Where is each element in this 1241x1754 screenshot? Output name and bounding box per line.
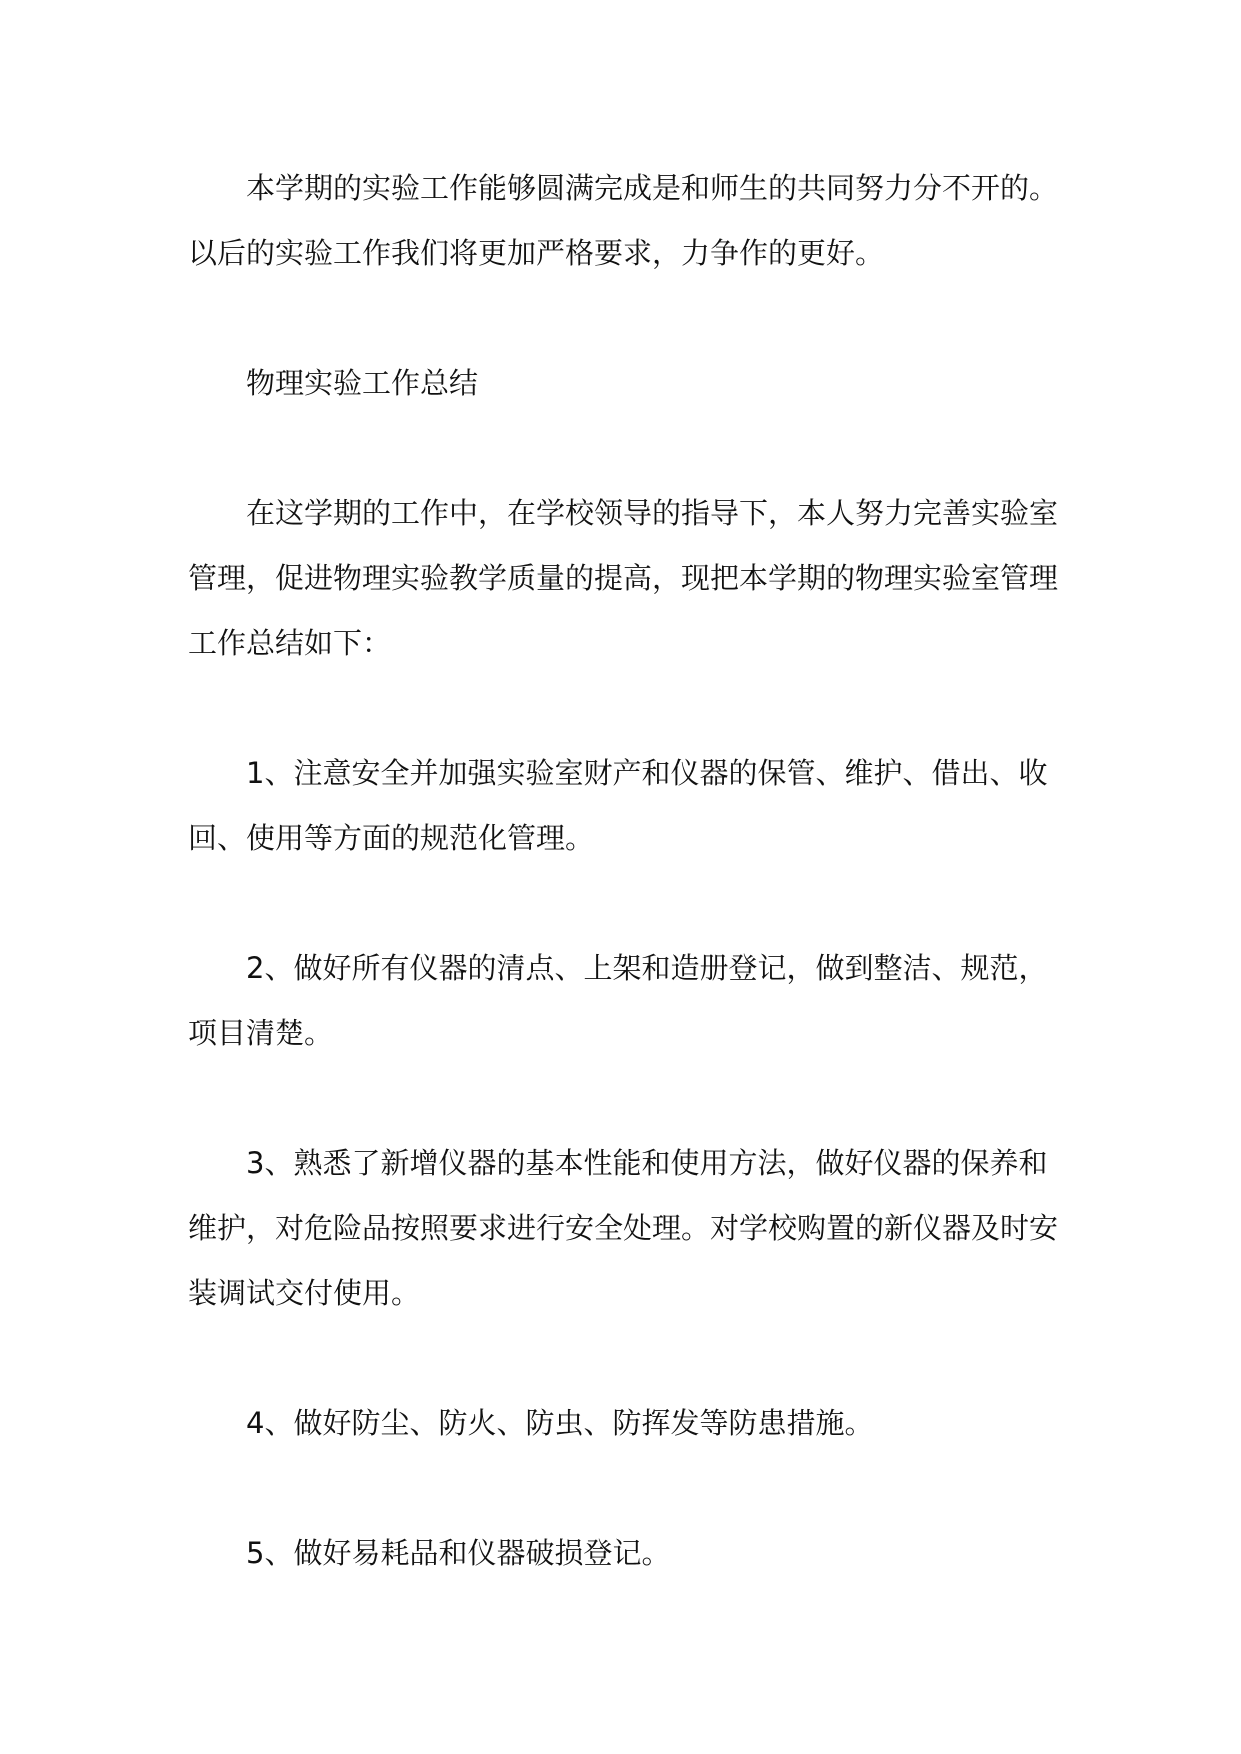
paragraph-gap bbox=[188, 676, 1068, 741]
list-item-1: 1、注意安全并加强实验室财产和仪器的保管、维护、借出、收回、使用等方面的规范化管理。 bbox=[188, 756, 1048, 855]
list-item-4: 4、做好防尘、防火、防虫、防挥发等防患措施。 bbox=[246, 1406, 874, 1440]
paragraph-gap bbox=[188, 286, 1068, 351]
section-title: 物理实验工作总结 bbox=[246, 366, 479, 400]
list-item-3: 3、熟悉了新增仪器的基本性能和使用方法，做好仪器的保养和维护，对危险品按照要求进行安全处理。对学校购置的新仪器及时安装调试交付使用。 bbox=[188, 1146, 1059, 1310]
paragraph-gap bbox=[188, 1326, 1068, 1391]
list-item-5: 5、做好易耗品和仪器破损登记。 bbox=[246, 1536, 671, 1570]
paragraph-gap bbox=[188, 871, 1068, 936]
paragraph-gap bbox=[188, 1456, 1068, 1521]
paragraph-intro: 在这学期的工作中，在学校领导的指导下，本人努力完善实验室管理，促进物理实验教学质量的提高，现把本学期的物理实验室管理工作总结如下： bbox=[188, 496, 1059, 660]
document-body bbox=[188, 156, 1068, 1586]
list-item-2: 2、做好所有仪器的清点、上架和造册登记，做到整洁、规范，项目清楚。 bbox=[188, 951, 1048, 1050]
paragraph-gap bbox=[188, 416, 1068, 481]
paragraph-closing-remark: 本学期的实验工作能够圆满完成是和师生的共同努力分不开的。以后的实验工作我们将更加严格要求，力争作的更好。 bbox=[188, 171, 1059, 270]
paragraph-gap bbox=[188, 1066, 1068, 1131]
